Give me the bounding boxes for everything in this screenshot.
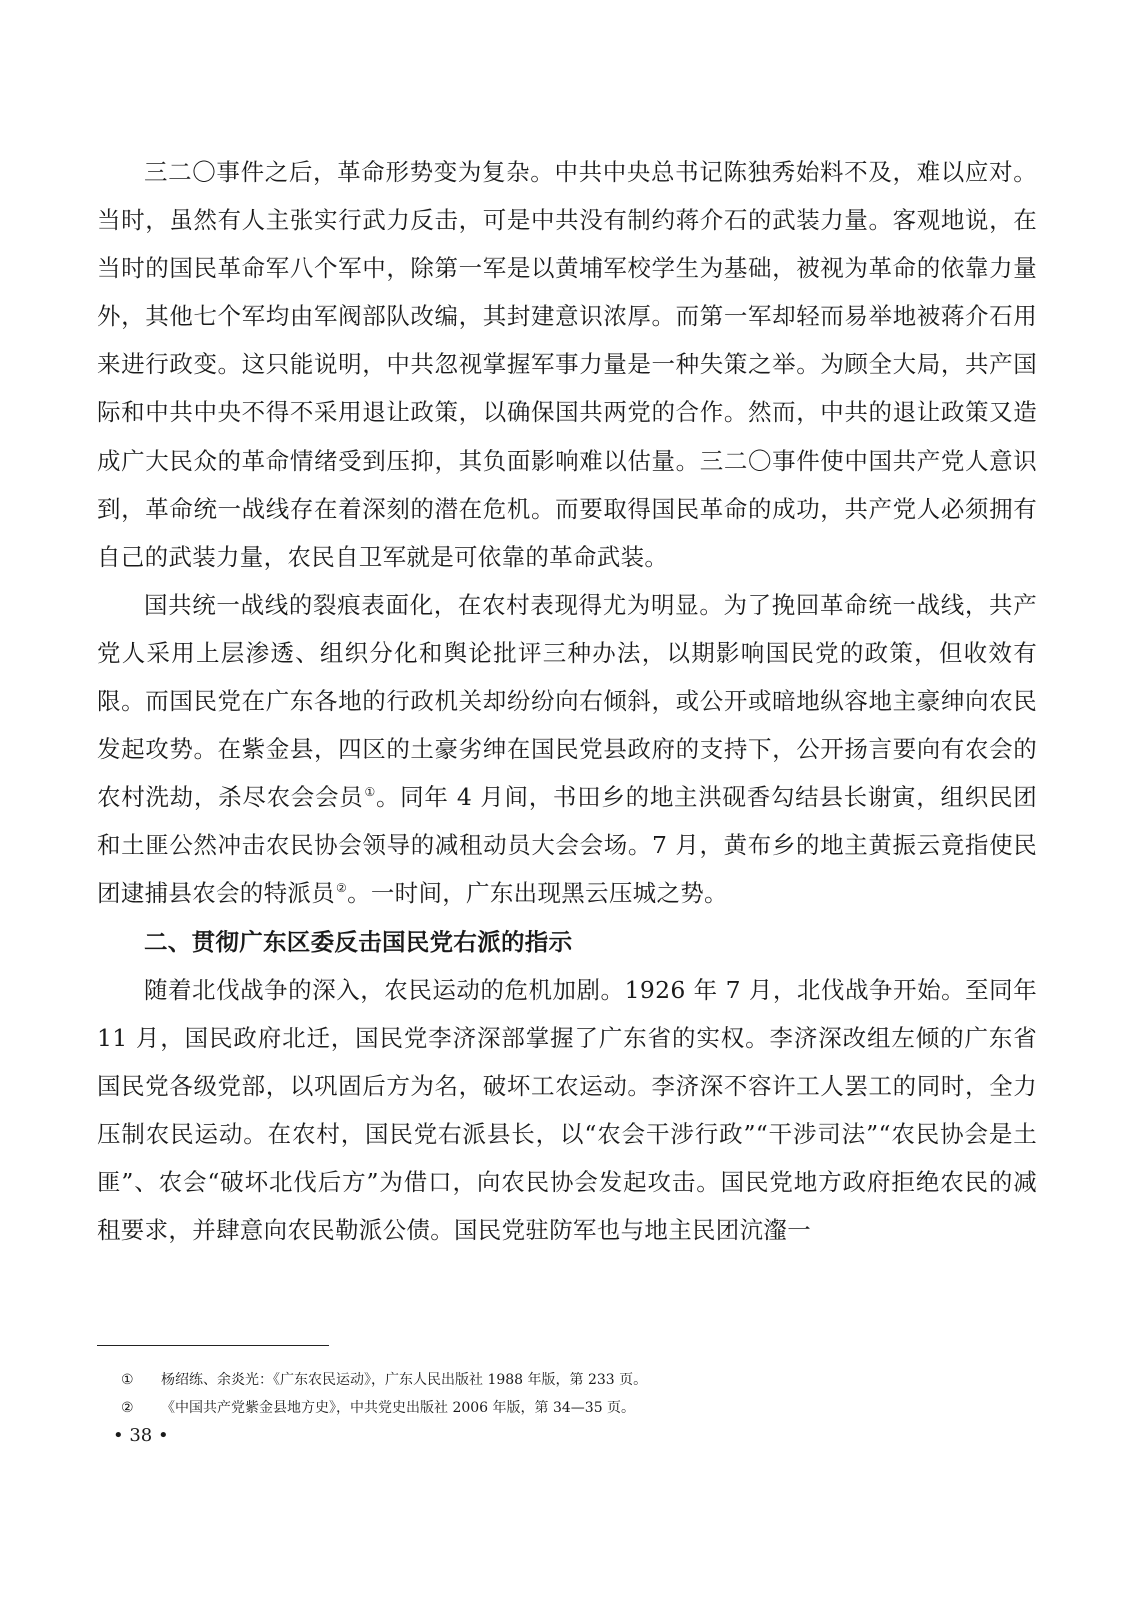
page-number: • 38 • xyxy=(113,1425,169,1446)
footnote-2 xyxy=(121,1394,1001,1422)
paragraph-text: 。一时间，广东出现黑云压城之势。 xyxy=(347,879,728,908)
footnote-mark: ① xyxy=(121,1372,134,1388)
footnote-ref-2[interactable]: ② xyxy=(336,881,348,896)
footnote-text: 杨绍练、余炎光：《广东农民运动》，广东人民出版社 1988 年版，第 233 页。 xyxy=(161,1372,648,1388)
footnote-ref-1[interactable]: ① xyxy=(364,785,376,800)
section-heading: 二、贯彻广东区委反击国民党右派的指示 xyxy=(144,927,573,956)
body-text xyxy=(97,148,1037,1254)
footnote-text: 《中国共产党紫金县地方史》，中共党史出版社 2006 年版，第 34—35 页。 xyxy=(161,1400,636,1416)
footnotes xyxy=(121,1366,1001,1422)
paragraph-text: 国共统一战线的裂痕表面化，在农村表现得尤为明显。为了挽回革命统一战线，共产党人采用上层渗透、组织分化和舆论批评三种办法，以期影响国民党的政策，但收效有限。而国民党在广东各地的行政机关却纷纷向右倾斜，或公开或暗地纵容地主豪绅向农民发起攻势。在紫金县，四区的土豪劣绅在国民党县政府的支持下，公开扬言要向有农会的农村洗劫，杀尽农会会员 xyxy=(97,590,1037,812)
paragraph-march-20-incident: 三二〇事件之后，革命形势变为复杂。中共中央总书记陈独秀始料不及，难以应对。当时，虽然有人主张实行武力反击，可是中共没有制约蒋介石的武装力量。客观地说，在当时的国民革命军八个军中，除第一军是以黄埔军校学生为基础，被视为革命的依靠力量外，其他七个军均由军阀部队改编，其封建意识浓厚。而第一军却轻而易举地被蒋介石用来进行政变。这只能说明，中共忽视掌握军事力量是一种失策之举。为顾全大局，共产国际和中共中央不得不采用退让政策，以确保国共两党的合作。然而，中共的退让政策又造成广大民众的革命情绪受到压抑，其负面影响难以估量。三二〇事件使中国共产党人意识到，革命统一战线存在着深刻的潜在危机。而要取得国民革命的成功，共产党人必须拥有自己的武装力量，农民自卫军就是可依靠的革命武装。 xyxy=(97,158,1037,571)
footnote-1 xyxy=(121,1366,1001,1394)
paragraph-united-front-rift xyxy=(97,581,1037,918)
footnote-mark: ② xyxy=(121,1400,134,1416)
footnote-divider xyxy=(97,1345,329,1346)
paragraph-text: 。同年 4 月间，书田乡的地主洪砚香勾结县长谢寅，组织民团和土匪公然冲击农民协会领导的减租动员大会会场。7 月，黄布乡的地主黄振云竟指使民团逮捕县农会的特派员 xyxy=(97,783,1037,908)
paragraph-northern-expedition: 随着北伐战争的深入，农民运动的危机加剧。1926 年 7 月，北伐战争开始。至同年 11 月，国民政府北迁，国民党李济深部掌握了广东省的实权。李济深改组左倾的广东省国民党各级党部，以巩固后方为名，破坏工农运动。李济深不容许工人罢工的同时，全力压制农民运动。在农村，国民党右派县长，以“农会干涉行政”“干涉司法”“农民协会是土匪”、农会“破坏北伐后方”为借口，向农民协会发起攻击。国民党地方政府拒绝农民的减租要求，并肆意向农民勒派公债。国民党驻防军也与地主民团沆瀣一 xyxy=(97,975,1037,1245)
